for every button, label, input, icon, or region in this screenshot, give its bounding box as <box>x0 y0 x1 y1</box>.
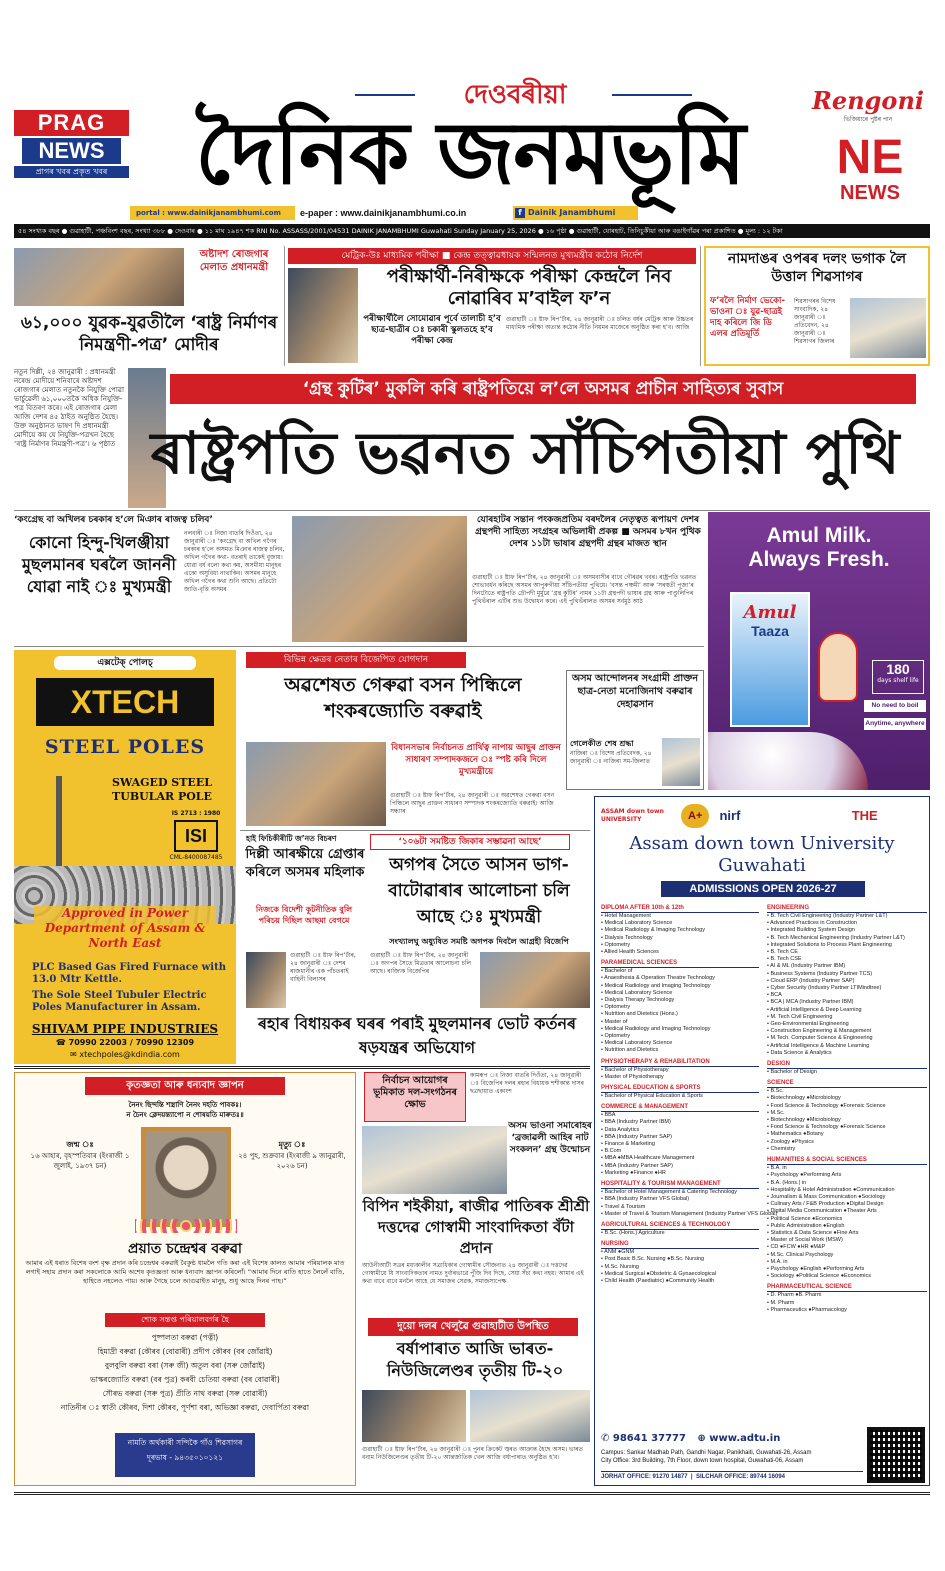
cricket-headline: বৰ্ষাপাৰাত আজি ভাৰত-নিউজিলেণ্ডৰ তৃতীয় টি-২০ <box>386 1339 564 1380</box>
sivasagar-sub: ফ’ৰলৈ নিৰ্মাণ ভেকো-ভাওনা ঃ যুৱ-ছাত্ৰই দাহ কৰিলে জি ডি এলৰ প্ৰতিমূৰ্তি <box>710 296 786 339</box>
adtu-course-item: • Integrated Building System Design <box>767 927 855 934</box>
masthead-subtitle-line-right <box>612 94 692 96</box>
xtech-email-address: xtechpoles@kdindia.com <box>79 1050 180 1059</box>
cricket-photo-2 <box>470 1390 590 1442</box>
adtu-course-item: • Child Health (Paediatric) ●Community Health <box>601 1277 715 1284</box>
adtu-course-item: • Post Basic B.Sc. Nursing ●B.Sc. Nursing <box>601 1256 705 1263</box>
masthead-subtitle: দেওবৰীয়া <box>463 80 567 110</box>
epaper-url[interactable]: e-paper : www.dainikjanambhumi.co.in <box>300 208 467 218</box>
manoj-headline: অসম আন্দোলনৰ সংগ্ৰামী প্ৰাক্তন ছাত্ৰ-নেতা মনোজিনাথ বৰুৱাৰ দেহাৱসান <box>571 673 699 710</box>
adtu-section-heading: PHYSIOTHERAPY & REHABILITATION <box>601 1058 759 1067</box>
adtu-course-item: • Bachelor of Physiotherapy <box>601 1066 669 1073</box>
adtu-section-heading: HOSPITALITY & TOURISM MANAGEMENT <box>601 1180 759 1189</box>
adtu-offices: JORHAT OFFICE: 91270 14877 | SILCHAR OFFICE: 89744 16094 <box>601 1471 863 1480</box>
adtu-course-item: • BCA | MCA (Industry Partner IBM) <box>767 999 854 1006</box>
delhi-headline: দিল্লী আৰক্ষীয়ে গ্ৰেপ্তাৰ কৰিলে অসমৰ মহিলাক <box>245 847 365 880</box>
adtu-course-item: • B. Tech Civil Engineering (Industry Partner L&T) <box>767 913 888 919</box>
xtech-logo-box <box>36 678 214 726</box>
agp-headline: অগপৰ সৈতে আসন ভাগ-বাটোৱাৰাৰ আলোচনা চলি আছে ঃ মুখ্যমন্ত্ৰী <box>388 855 570 927</box>
adtu-course-item: • Medical Laboratory Science <box>601 920 673 927</box>
facebook-icon: f <box>515 208 525 218</box>
xtech-line-1: SWAGED STEEL <box>112 776 212 789</box>
adtu-course-item: • BBA (Industry Partner IBM) <box>601 1119 671 1126</box>
rule-3 <box>240 830 590 831</box>
adtu-course-item: • Biotechnology ●Microbiology <box>767 1095 841 1102</box>
obit-family-member: হিমাদ্ৰী বৰুৱা (কৌৰব (বোৱাৰী) প্ৰদীপ কৌৰব (বৰ জোঁৱাই) <box>97 1347 273 1356</box>
xtech-bullet-1: PLC Based Gas Fired Furnace with 13.0 Mtr Kettle. <box>32 962 226 985</box>
adtu-course-item: • Optometry <box>601 941 631 948</box>
adtu-course-item: • Medical Radiology & Imaging Technology <box>601 927 705 934</box>
delhi-body: গুৱাহাটী ঃ ষ্টাফ ৰিপ’ৰ্টাৰ, ২৪ জানুৱাৰী ঃ দেশৰ ৰাজধানীৰ এক পাঁচতৰাই বাহিনী বিলাসৰ <box>290 952 356 983</box>
agp-body: গুৱাহাটী ঃ ষ্টাফ ৰিপ’ৰ্টাৰ, ২৪ জানুৱাৰী ঃ অগপৰ সৈতে মিত্ৰতাৰ আলোচনা চলি আছে। ৰাজ্যিক বিজেপিৰ <box>370 952 471 975</box>
amul-days: 180 <box>886 661 910 677</box>
adtu-course-item: • M.Tech. Computer Science & Engineering <box>767 1035 873 1042</box>
adtu-course-item: • Anaesthesia & Operation Theatre Technology <box>601 975 715 982</box>
adtu-course-item: • Bachelor of Hotel Management & Catering Technology <box>601 1189 738 1196</box>
adtu-course-item: • Bachelor of <box>601 968 633 975</box>
adtu-section-heading: PHYSICAL EDUCATION & SPORTS <box>601 1084 759 1093</box>
obit-footer-2: দূৰভাষ - ৯৪৩৫০১০১২১ <box>146 1453 224 1462</box>
adtu-phone[interactable]: 98641 37777 <box>612 1433 686 1444</box>
rengoni-logo <box>808 88 928 128</box>
xtech-line-2: TUBULAR POLE <box>112 790 212 803</box>
ne-news-word: NEWS <box>840 182 900 204</box>
adtu-brand: ASSAM down town UNIVERSITY <box>601 808 664 823</box>
prag-news-logo <box>14 110 129 180</box>
adtu-course-item: • Pharmaceutics ●Pharmacology <box>767 1306 847 1313</box>
adtu-course-item: • Cyber Security (Industry Partner LTIMindtree) <box>767 985 882 992</box>
obit-family-member: বুলবুলি বৰুৱা বৰা (সৰু জী) অতুল বৰা (সৰু জোঁৱাই) <box>104 1361 266 1370</box>
exam-body: গুৱাহাটী ঃ ষ্টাফ ৰিপ’ৰ্টাৰ, ২৪ জানুৱাৰী ঃ চলিত বৰ্ষৰ মেট্ৰিক আৰু উচ্চতৰ মাধ্যমিক পৰীক্ষা অত্যন্ত কঠোৰ নীতি নিয়মৰ মাজেৰে অনুষ্ঠিত কৰা হ’ব। আজি <box>506 316 694 331</box>
obit-footer <box>115 1433 255 1477</box>
news-word: NEWS <box>22 138 121 164</box>
adtu-admissions: ADMISSIONS OPEN 2026-27 <box>661 881 865 897</box>
adtu-course-item: • AI & ML (Industry Partner IBM) <box>767 963 846 970</box>
rengoni-word: Rengoni <box>811 86 925 115</box>
adtu-course-item: • Master of <box>601 1018 628 1025</box>
adtu-course-item: • MBA ●MBA Healthcare Management <box>601 1155 695 1162</box>
president-body: গুৱাহাটী ঃ ষ্টাফ ৰিপ’ৰ্টাৰ, ২৪ জানুৱাৰী ঃ অসমবাসীৰ বাবে গৌৰৱৰ খবৰ। ৰাষ্ট্ৰপতি ভৱনত শোভাবৰ্ধন কৰিছে অসমৰ আপুৰুগীয়া সাঁচিপতীয়া পুথিয়ে। ‘বসন্ত পঞ্চমী’ আৰু ‘সৰস্বতী পূজা’ৰ দিনটোতে ৰাষ্ট্ৰপতি দ্ৰৌপদী মুৰ্মুৱে ‘গ্ৰন্থ কুটিৰ’ নামৰ ১১টা গ্ৰন্থপদী ভাষাৰ গ্ৰন্থ আৰু পাণ্ডুলিপিৰ পুথিভঁৰাল এটিৰ শুভ উদ্বোধন কৰে। এই পুথিভঁৰালত অসমৰ সৰ্বমুঠ আঠ <box>472 574 697 605</box>
exam-photo <box>288 268 358 363</box>
mla-headline: ৰহাৰ বিধায়কৰ ঘৰৰ পৰাই মুছলমানৰ ভোট কৰ্তনৰ ষড়যন্ত্ৰৰ অভিযোগ <box>257 1014 577 1057</box>
adtu-course-item: • Data Science & Analytics <box>767 1049 832 1056</box>
adtu-silchar: SILCHAR OFFICE: 89744 16094 <box>695 1474 785 1480</box>
adtu-section-heading: COMMERCE & MANAGEMENT <box>601 1103 759 1112</box>
amul-girl <box>818 632 858 702</box>
rule-bottom <box>14 1492 930 1495</box>
adtu-course-item: • CD ●FCW ●HR ●M&P <box>767 1244 826 1251</box>
adtu-web[interactable]: www.adtu.in <box>709 1433 781 1444</box>
obit-body: আমাৰ এই ধৰাত বিশেষ বংশ বৃক্ষ প্ৰদান কৰি চন্দ্ৰেশ্বৰ বৰুৱাই বৈকুণ্ঠ ধামলৈ গতি কৰা এই বিশেষ কালত আমাৰ পৰিয়ালক মাত লগাই সহায় প্ৰদান কৰা সকলোকে আমি অশেষ কৃতজ্ঞতা আৰু ধন্যবাদ জ্ঞাপন কৰিলোঁ। “আমাৰ দিনে ৰাতি হাতে লৈলেঁ বাতি, হাহিতে নহলেও পায়। আৰু গৈছে চলে আগুৱাইত মানুহ, শুধু আছে দিনৰ পাহ।” <box>25 1259 345 1285</box>
xtech-product: STEEL POLES <box>44 736 206 758</box>
exam-headline: পৰীক্ষাৰ্থী-নিৰীক্ষকে পৰীক্ষা কেন্দ্ৰলৈ নিব নোৱাৰিব ম’বাইল ফ’ন <box>386 266 672 309</box>
adtu-course-item: • Finance & Marketing <box>601 1141 655 1148</box>
delhi-kicker: হাই ফিচিকীৰীটি জ’নত বিচৰণ <box>246 834 337 843</box>
adtu-course-item: • Master of Physiotherapy <box>601 1073 664 1080</box>
modi-headline: ৬১,০০০ যুৱক-যুৱতীলৈ ‘ৰাষ্ট্ৰ নিৰ্মাণৰ নিমন্ত্ৰণী-পত্ৰ’ মোদীৰ <box>20 313 278 355</box>
adtu-section-heading: SCIENCE <box>767 1079 927 1088</box>
naac-badge: A+ <box>681 804 709 828</box>
xtech-approved: Approved in Power Department of Assam & North East <box>34 906 216 951</box>
adtu-campus: Campus: Sankar Madhab Path, Gandhi Nagar, Panikhaiti, Guwahati-26, Assam <box>601 1450 812 1456</box>
amul-line-2: Always Fresh. <box>748 548 890 571</box>
adtu-course-item: • Bachelor of Physical Education & Sports <box>601 1093 703 1100</box>
modi-kicker: অষ্টাদশ ৰোজগাৰ মেলাত প্ৰধানমন্ত্ৰী <box>199 249 269 273</box>
gerua-body: গুৱাহাটী ঃ ষ্টাফ ৰিপ’ৰ্টাৰ, ২৪ জানুৱাৰী ঃ অৱশেষত গেৰুৱা বসন পিন্ধিলে আছুৰ প্ৰাক্তন সাধাৰণ সম্পাদক শংকৰজ্যোতি বৰুৱাই। আজি সন্ধ্যাৰ <box>390 792 555 815</box>
xtech-phone-number: 70990 22003 / 70990 12309 <box>68 1038 195 1047</box>
sivasagar-photo <box>850 298 926 358</box>
president-photo <box>292 516 467 642</box>
amul-bowl <box>708 732 868 790</box>
adtu-col-2 <box>767 901 927 1421</box>
adtu-course-item: • M.Sc. Clinical Psychology <box>767 1251 834 1258</box>
col-divider-2 <box>700 246 701 366</box>
adtu-course-item: • M. Tech Civil Engineering <box>767 1013 833 1020</box>
adtu-course-item: • D. Pharm ●B. Pharm <box>767 1292 822 1299</box>
rengoni-tagline: ভিজিয়াৰে পুষ্টৰ পান <box>843 116 893 123</box>
adtu-course-item: • Optometry <box>601 1004 631 1011</box>
exam-sub: পৰীক্ষাৰ্থীলৈ সোমোৱাৰ পূৰ্বে তালাচী হ’ব ছাত্ৰ-ছাত্ৰীৰ ঃ চকাৰী স্কুলতহে হ’ব পৰীক্ষা কেন্দ্ৰ <box>363 314 501 346</box>
amul-brand: Amul <box>743 602 797 623</box>
adtu-course-item: • BBA (Industry Partner VFS Global) <box>601 1196 690 1203</box>
modi-photo <box>14 248 184 306</box>
adtu-course-item: • B.A. (Hons.) in <box>767 1179 807 1186</box>
delhi-photo <box>246 952 286 1008</box>
obituary-box <box>14 1072 356 1486</box>
congress-headline: কোনো হিন্দু-খিলঞ্জীয়া মুছলমানৰ ঘৰলৈ জাননী যোৱা নাই ঃ মুখ্যমন্ত্ৰী <box>22 533 176 596</box>
bipin-body: আউনীআটী সত্ৰৰ মধ্যকালীন সত্ৰাধিকাৰ গোস্বামীৰ সৌজন্যত ২৪ জানুৱাৰী ঃ দত্তদেৱ গোস্বামীয়ে যি সাংবাদিকতাৰ নামত দুৰ্বাৰভাৱে পুঁজি দিব দিছে, সেয়া সঁচা কথা নহয়। আমাৰ এই কথা বাবে বাবে মনলৈ আহে যে সমাজৰ সেৱক, সমাজসাপেক্ষ <box>362 1262 584 1285</box>
adtu-ad[interactable] <box>594 796 930 1486</box>
adtu-course-item: • Artificial Intelligence & Deep Learning <box>767 1006 862 1013</box>
ne-news-logo <box>820 131 920 206</box>
dateline-bar <box>14 224 930 238</box>
adtu-jorhat: JORHAT OFFICE: 91270 14877 <box>601 1474 688 1480</box>
amul-badge-anytime: Anytime, anywhere <box>864 718 926 730</box>
masthead-title: দৈনিক জনমভূমি <box>195 104 745 204</box>
adtu-course-item: • Statistics & Data Science ●Fine Arts <box>767 1229 859 1236</box>
adtu-course-item: • M.Sc. Nursing <box>601 1263 639 1270</box>
obit-family-banner: শোক সন্তপ্ত পৰিয়ালবৰ্গৰ হৈ <box>105 1313 265 1327</box>
adtu-course-item: • BBA <box>601 1112 616 1119</box>
isi-mark-icon: ISI <box>174 820 218 852</box>
adtu-course-item: • Marketing ●Finance ●HR <box>601 1169 666 1176</box>
congress-kicker: ‘কংগ্ৰেছ বা অখিলৰ চৰকাৰ হ’লে মিঞাৰ ৰাজত্ব চলিব’ <box>14 515 213 525</box>
facebook-label: Dainik Janambhumi <box>528 208 616 217</box>
adtu-course-item: • Master of Social Work (MSW) <box>767 1237 843 1244</box>
gerua-photo <box>246 742 386 826</box>
adtu-course-item: • Construction Engineering & Management <box>767 1028 872 1035</box>
adtu-course-item: • Travel & Tourism <box>601 1203 646 1210</box>
exam-banner: মেট্ৰিক-উঃ মাধ্যমিক পৰীক্ষা ■ কেন্দ্ৰ তত্ত্বাৱধায়ক সন্মিলনত মুখ্যমন্ত্ৰীৰ কঠোৰ নিৰ্দেশ <box>288 248 696 264</box>
amul-pack <box>730 592 810 727</box>
adtu-name-2: Guwahati <box>718 855 806 876</box>
adtu-course-item: • Food Science & Technology ●Forensic Science <box>767 1124 886 1131</box>
adtu-course-item: • Artificial Intelligence & Machine Learning <box>767 1042 870 1049</box>
adtu-course-item: • Optometry <box>601 1033 631 1040</box>
adtu-section-heading: HUMANITIES & SOCIAL SCIENCES <box>767 1156 927 1165</box>
xtech-phone <box>20 1038 230 1047</box>
amul-line-1: Amul Milk. <box>766 524 872 547</box>
obit-portrait <box>141 1127 231 1227</box>
obit-name: প্ৰয়াত চন্দ্ৰেশ্বৰ বৰুৱা <box>128 1241 242 1257</box>
adtu-course-item: • Medical Surgical ●Obstetric & Gynaecological <box>601 1270 716 1277</box>
adtu-course-item: • Hotel Management <box>601 913 651 919</box>
adtu-course-item: • BCA <box>767 992 782 999</box>
xtech-bullet-2: The Sole Steel Tubuler Electric Poles Manufacturer in Assam. <box>32 990 207 1013</box>
rule-1 <box>14 510 930 511</box>
adtu-course-item: • Nutrition and Dietetics (Hons.) <box>601 1011 678 1018</box>
amul-days-badge <box>872 660 924 694</box>
adtu-course-item: • Chemistry <box>767 1145 796 1152</box>
adtu-course-item: • Advanced Practices in Construction <box>767 920 857 927</box>
adtu-course-item: • Political Science ●Economics <box>767 1215 843 1222</box>
adtu-course-item: • B. Tech Mechanical Engineering (Industry Partner L&T) <box>767 934 905 941</box>
adtu-course-item: • B.Sc. (Hons.) Agriculture <box>601 1229 665 1236</box>
facebook-link[interactable] <box>513 206 638 220</box>
obit-family-list <box>25 1331 345 1415</box>
adtu-course-item: • Food Science & Technology ●Forensic Science <box>767 1102 886 1109</box>
adtu-course-item: • B.Com <box>601 1148 622 1155</box>
adtu-course-item: • M. Pharm <box>767 1299 795 1306</box>
adtu-section-heading: ENGINEERING <box>767 904 927 913</box>
manoj-sub: গেলেকীত শেষ শ্ৰদ্ধা <box>570 739 634 748</box>
cricket-photo-1 <box>362 1390 466 1442</box>
col-divider-1 <box>284 246 285 366</box>
adtu-course-item: • Business Systems (Industry Partner TCS) <box>767 970 873 977</box>
adtu-city: City Office: 3rd Building, 7th Floor, down town hospital, Guwahati-06, Assam <box>601 1458 804 1464</box>
the-badge: THE <box>851 808 878 823</box>
adtu-course-item: • Psychology ●Performing Arts <box>767 1172 842 1179</box>
adtu-section-heading: PHARMACEUTICAL SCIENCE <box>767 1283 927 1292</box>
adtu-name-1: Assam down town University <box>629 833 895 854</box>
sivasagar-headline: নামদাঙৰ ওপৰৰ দলং ভগাক লৈ উত্তাল শিৱসাগৰ <box>727 251 907 285</box>
qr-code-icon <box>867 1427 925 1483</box>
modi-body: নতুন দিল্লী, ২৪ জানুৱাৰী : প্ৰধানমন্ত্ৰী নৰেন্দ্ৰ মোদীয়ে শনিবাৰে অষ্টাদশ ৰোজগাৰ মেলাত নতুনকৈ নিযুক্তি পোৱা ভাৰ্চুৱেলী ৬১,০০০তকৈ অধিক নিযুক্তি-পত্ৰ বিতৰণ কৰে। এই ৰোজগাৰ মেলা আজি দেশৰ ৪৫ ঠাইত অনুষ্ঠিত হৈছে। উক্ত অনুষ্ঠানত ভাষণ দি প্ৰধানমন্ত্ৰী মোদীয়ে কয় যে নিযুক্তি-পত্ৰখন হৈছে ‘ৰাষ্ট্ৰ নিৰ্মাণৰ নিমন্ত্ৰণী-পত্ৰ’। ৬ পৃষ্ঠাত <box>14 368 124 448</box>
adtu-section-heading: PARAMEDICAL SCIENCES <box>601 959 759 968</box>
adtu-course-item: • B.Sc. <box>767 1088 784 1095</box>
portal-url[interactable]: portal : www.dainikjanambhumi.com <box>130 206 295 220</box>
adtu-course-item: • Culinary Arts / F&B Production ●Digital Design <box>767 1201 884 1208</box>
ec-banner: নিৰ্বাচন আয়োগৰ ভূমিকাত দল-সংগঠনৰ ক্ষোভ <box>364 1072 466 1122</box>
xtech-kicker: এক্সটেক্ পোলচ্ <box>54 656 196 670</box>
nirf-badge: nirf <box>719 808 741 823</box>
obit-banner: কৃতজ্ঞতা আৰু ধন্যবাদ জ্ঞাপন <box>85 1077 285 1095</box>
adtu-course-item: • M.Sc. <box>767 1109 785 1116</box>
adtu-course-item: • B.A. in <box>767 1165 787 1172</box>
adtu-course-item: • Psychology ●English ●Performing Arts <box>767 1265 865 1272</box>
masthead-subtitle-line-left <box>355 94 415 96</box>
adtu-course-item: • Hospitality & Hotel Administration ●Communication <box>767 1186 895 1193</box>
prag-word: PRAG <box>14 110 129 136</box>
adtu-course-item: • Public Administration ●English <box>767 1222 845 1229</box>
adtu-contact <box>601 1433 861 1444</box>
cricket-banner: দুয়ো দলৰ খেলুৱৈ গুৱাহাটীত উপস্থিত <box>368 1318 578 1336</box>
adtu-course-item: • Dialysis Therapy Technology <box>601 997 675 1004</box>
adtu-course-item: • Cloud ERP (Industry Partner SAP) <box>767 977 855 984</box>
rule-4 <box>14 1066 590 1069</box>
cricket-body: গুৱাহাটী ঃ ষ্টাফ ৰিপ’ৰ্টাৰ, ২৪ জানুৱাৰী ঃ পুনৰ ক্ৰিকেট জ্বৰত আক্ৰান্ত হৈছে অসম। ভাৰত বনাম নিউজিলেণ্ডৰ তৃতীয় টি-২০ আন্তৰ্জাতিক খেল আজি বৰ্ষাপাৰাত অনুষ্ঠিত হ’ব। <box>362 1446 584 1461</box>
adtu-course-item: • Medical Radiology and Imaging Technology <box>601 982 711 989</box>
gerua-headline: অৱশেষত গেৰুৱা বসন পিন্ধিলে শংকৰজ্যোতি বৰুৱাই <box>284 674 522 722</box>
delhi-sub: নিজকে বিদেশী কূটনীতিক বুলি পৰিচয় দিছিল আছমা বেগমে <box>255 905 353 925</box>
adtu-course-item: • B. Tech CE <box>767 949 798 956</box>
agp-photo <box>480 952 590 1008</box>
adtu-course-item: • Medical Laboratory Science <box>601 989 673 996</box>
adtu-course-item: • B. Tech CSE <box>767 956 802 963</box>
bhaona-photo <box>362 1126 507 1194</box>
obit-footer-1: নামতি অৰ্থকাৰী সন্দিকৈ গাঁও শিৱসাগৰ <box>127 1438 243 1447</box>
obit-family-member: সৌৰভ বৰুৱা (সৰু পুত্ৰ) প্ৰীতি নাথ বৰুৱা (সৰু বোৱাৰী) <box>102 1389 268 1398</box>
amul-variant: Taaza <box>751 623 789 639</box>
adtu-course-item: • Geo-Environmental Engineering <box>767 1021 849 1028</box>
obit-born: ১৬ আহাৰ, বৃহস্পতিবাৰ (ইংৰাজী ১ জুলাই, ১৯৩৭ চন) <box>30 1152 130 1170</box>
adtu-course-item: • Journalism & Mass Communication ●Sociology <box>767 1193 886 1200</box>
adtu-course-item: • Biotechnology ●Microbiology <box>767 1117 841 1124</box>
sivasagar-body: শিৱসাগৰৰ বিশেষ সাংবাদিক, ২৪ জানুৱাৰী ঃ প্ৰতিবেদন, ২৪ জানুৱাৰী ঃ শিৱসাগৰ জিলাৰ <box>794 298 836 345</box>
adtu-section-heading: DIPLOMA AFTER 10th & 12th <box>601 904 759 913</box>
agp-sub: সংখ্যালঘু অধ্যুষিত সমষ্টি অগপক দিবলৈ আগ্ৰহী বিজেপি <box>389 937 569 946</box>
bipin-headline: বিপিন শইকীয়া, ৰাজীৱ পাতিৰক শ্ৰীশ্ৰী দত্তদেৱ গোস্বামী সাংবাদিকতা বঁটা প্ৰদান <box>362 1197 590 1257</box>
xtech-email <box>20 1050 230 1059</box>
adtu-course-item: • Master of Travel & Tourism Management (Industry Partner VFS Global) <box>601 1210 778 1217</box>
rule-2 <box>14 646 704 647</box>
manoj-photo <box>662 738 700 786</box>
obit-family-member: ভাস্কৰজ্যোতি বৰুৱা (বৰ পুত্ৰ) কৰবী চেতিয়া বৰুৱা (বৰ বোৱাৰী) <box>90 1375 280 1384</box>
adtu-course-item: • Sociology ●Political Science ●Economics <box>767 1273 871 1280</box>
adtu-logo-strip <box>601 803 925 829</box>
adtu-course-item: • Bachelor of Design <box>767 1069 817 1076</box>
ne-word: NE <box>836 131 904 184</box>
obit-born-label: জন্ম ঃ <box>66 1140 94 1149</box>
obit-family-member: পুষ্পলতা বৰুৱা (পত্নী) <box>151 1333 219 1342</box>
obit-shloka-1: নৈনং ছিন্দন্তি শস্ত্ৰাণি নৈনং দহতি পাবকঃ। <box>128 1101 242 1109</box>
gerua-sub: বিধানসভাৰ নিৰ্বাচনত প্ৰাৰ্থিত্ব নাপায় আছুৰ প্ৰাক্তন সাধাৰণ সম্পাদকজনে ঃ স্পষ্ট কৰি দিলে মুখ্যমন্ত্ৰীয়ে <box>391 743 561 777</box>
obit-died-label: মৃত্যু ঃ <box>278 1140 306 1149</box>
adtu-course-item: • Data Analytics <box>601 1126 640 1133</box>
obit-family-member: নাতিনীৰ ঃ স্বাতী কৌৰব, দিশা কৌৰব, পূৰ্ণশা বৰা, অভিজ্ঞা বৰুৱা, দেবাৰ্পিতা বৰুৱা <box>60 1403 310 1412</box>
obit-shloka-2: ন চৈনং ক্লেদয়ন্ত্যাপো ন শোষয়তি মাৰুতঃ॥ <box>126 1111 244 1119</box>
xtech-cert: IS 2713 : 1980 <box>171 810 221 817</box>
congress-body: নলবাৰী ঃ নিজা বাতৰি দিওঁতা, ২৪ জানুৱাৰী ঃ ‘কংগ্ৰেছ বা অখিল গগৈৰ চৰকাৰ হ’লে অসমত মিঞাৰ ৰাজত্ব চলিব, অখিল গগৈৰ কথা- বতৰাই তাকেই বুজায়। যোৱা বৰ্ষ বলো কথা কয়, অসমীয়া মানুহৰ একো অসুবিধা নাথাকিব। অসমৰ মানুহে অখিল গগৈৰ কথা শুনি আছে। প্ৰতিটো জাতি-বৃত্তি অসমৰ <box>184 530 285 593</box>
xtech-ad[interactable] <box>14 650 236 1064</box>
adtu-course-item: • Nutrition and Dietetics <box>601 1047 659 1054</box>
agp-banner: ‘১০৬টা সমষ্টিত জিকাৰ সম্ভাৱনা আছে’ <box>370 834 570 850</box>
email-icon: ✉ <box>70 1050 80 1059</box>
adtu-course-item: • BBA (Industry Partner SAP) <box>601 1133 673 1140</box>
xtech-logo: XTECH <box>70 684 180 720</box>
adtu-course-item: • ANM ●GNM <box>601 1249 635 1256</box>
president-headline: ৰাষ্ট্ৰপতি ভৱনত সাঁচিপতীয়া পুথি <box>150 419 900 487</box>
manoj-body: নাজিৰা ঃ বিশেষ প্ৰতিবেদক, ২৪ জানুৱাৰী ঃ নাজিৰা সম-জিলাত <box>570 750 652 765</box>
dateline-text: ৫৪ সংখ্যক বছৰ ● গুৱাহাটী, পঞ্চবিংশ বছৰ, সংখ্যা ৩৮৮ ● দেওবাৰ ● ১১ মাঘ ১৯৪৭ শক RNI No. ASSASS/2001/04531 DAINIK JANAMBHUMI Guwahati Sunday January 25, 2026 ● ১৬ পৃষ্ঠা ● গুৱাহাটী, যোৰহাট, তিনিচুকীয়া আৰু বঙাইগাঁৱৰ পৰা প্ৰকাশিত ● মূল্য : ১২ টকা <box>18 227 783 235</box>
bhaona-headline: অসম ভাওনা সমাৰোহৰ ‘ব্ৰজাৱলী আহিৰ নাট সংকলন’ গ্ৰন্থ উন্মোচন <box>508 1121 592 1155</box>
adtu-course-item: • M.A. in <box>767 1258 788 1265</box>
adtu-phone-icon: ✆ <box>601 1433 613 1444</box>
adtu-course-item: • Digital Media Communication ●Theater Arts <box>767 1208 877 1215</box>
amul-days-label: days shelf life <box>877 677 919 684</box>
obit-flower-icon <box>135 1219 237 1233</box>
phone-icon: ☎ <box>55 1038 69 1047</box>
adtu-course-item: • Allied Health Sciences <box>601 949 659 956</box>
adtu-section-heading: NURSING <box>601 1240 759 1249</box>
adtu-course-item: • Mathematics ●Botany <box>767 1131 824 1138</box>
prag-tagline: প্ৰাগৰ খবৰ প্ৰকৃত খবৰ <box>14 166 129 178</box>
adtu-course-item: • MBA (Industry Partner SAP) <box>601 1162 673 1169</box>
xtech-company: SHIVAM PIPE INDUSTRIES <box>31 1022 219 1036</box>
jorhat-headline: যোৰহাটৰ সন্তান পংকজপ্ৰতিম বৰদলৈৰ নেতৃত্বত ৰূপায়ণ দেশৰ গ্ৰন্থপদী সাহিত্য সংগ্ৰহৰ অভিলাষী প্ৰকল্প ■ অসমৰ ৮খন পুথিক দেশৰ ১১টা ভাষাৰ গ্ৰন্থপদী গ্ৰন্থৰ মাজত স্থান <box>475 515 701 549</box>
adtu-course-item: • Medical Laboratory Science <box>601 1040 673 1047</box>
adtu-course-item: • Integrated Solutions to Process Plant Engineering <box>767 941 892 948</box>
amul-badge-boil: No need to boil <box>864 700 926 712</box>
adtu-course-item: • Medical Radiology and Imaging Technology <box>601 1025 711 1032</box>
president-kicker: ‘গ্ৰন্থ কুটিৰ’ মুকলি কৰি ৰাষ্ট্ৰপতিয়ে ল’লে অসমৰ প্ৰাচীন সাহিত্যৰ সুবাস <box>170 374 916 404</box>
amul-ad[interactable] <box>708 512 930 790</box>
adtu-section-heading: AGRICULTURAL SCIENCES & TECHNOLOGY <box>601 1221 759 1230</box>
adtu-course-item: • Dialysis Technology <box>601 934 653 941</box>
xtech-cml: CML-8400087485 <box>169 854 223 861</box>
adtu-course-item: • Zoology ●Physics <box>767 1138 814 1145</box>
ec-body: কামৰূপ ঃ নিজা বাতৰি দিওঁতা, ২৪ জানুৱাৰী ঃ বিজেপিৰ দলৰ ৰহাৰ বিধায়ক শশীকান্ত দাসৰ ছত্ৰছায়াত একাংশ <box>470 1072 584 1095</box>
adtu-section-heading: DESIGN <box>767 1060 927 1069</box>
globe-icon: ⊕ <box>697 1433 710 1444</box>
obit-died: ২৪ পুহ, শুক্ৰবাৰ (ইংৰাজী ৯ জানুৱাৰী, ২০২৬ চন) <box>238 1152 346 1170</box>
gerua-banner: বিভিন্ন ক্ষেত্ৰৰ নেতাৰ বিজেপিত যোগদান <box>246 652 466 668</box>
